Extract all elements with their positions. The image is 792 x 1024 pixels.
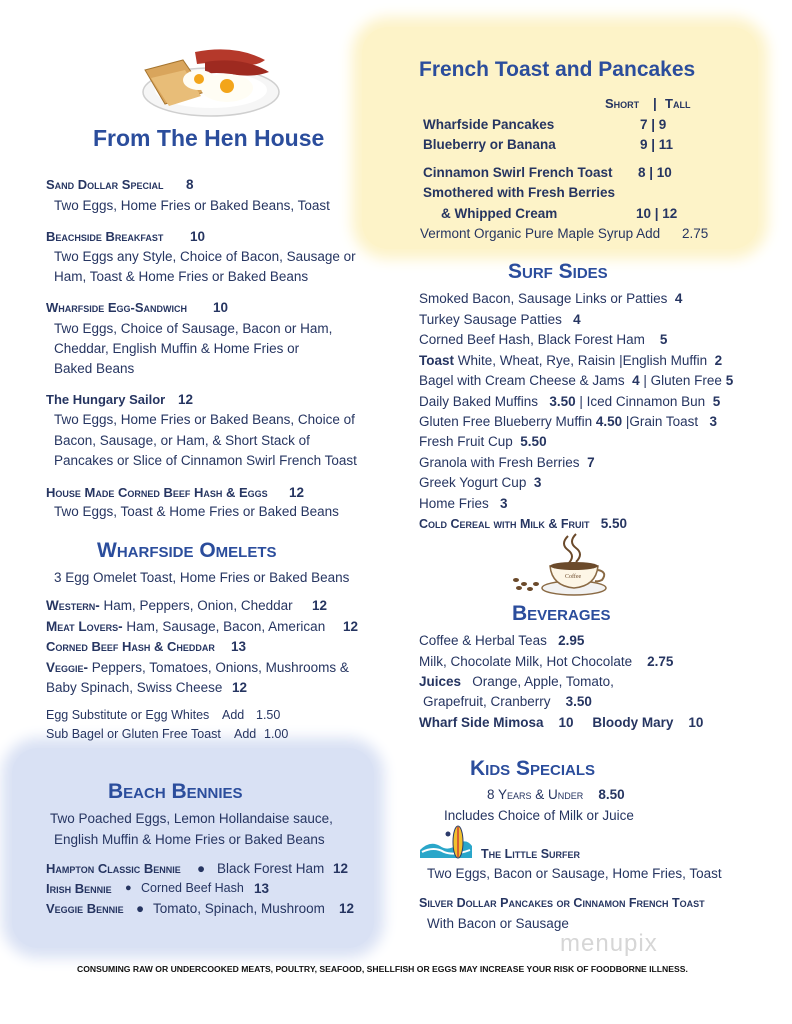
menupix-watermark: menupix bbox=[560, 930, 658, 957]
side-home-fries: Home Fries 3 bbox=[419, 496, 508, 511]
bev-mimosa-bloody: Wharf Side Mimosa 10 Bloody Mary 10 bbox=[419, 715, 704, 730]
coffee-cup-icon bbox=[510, 532, 610, 598]
kids-title: Kids Specials bbox=[470, 757, 596, 780]
item-sand-dollar-name: Sand Dollar Special bbox=[46, 177, 164, 192]
item-hungary-sailor-desc-2: Bacon, Sausage, or Ham, & Short Stack of bbox=[54, 433, 310, 448]
item-egg-sandwich-desc-3: Baked Beans bbox=[54, 361, 135, 376]
ft-maple-syrup: Vermont Organic Pure Maple Syrup Add bbox=[420, 226, 661, 241]
kids-silver-dollar: Silver Dollar Pancakes or Cinnamon French Toast bbox=[419, 896, 705, 910]
bev-juices: Juices Orange, Apple, Tomato, bbox=[419, 674, 614, 689]
surf-sides-title: Surf Sides bbox=[508, 260, 608, 283]
item-hungary-sailor-desc-1: Two Eggs, Home Fries or Baked Beans, Choice of bbox=[54, 412, 355, 427]
side-toast: Toast White, Wheat, Rye, Raisin |English Muffin 2 bbox=[419, 353, 723, 368]
item-hungary-sailor-desc-3: Pancakes or Slice of Cinnamon Swirl French Toast bbox=[54, 453, 357, 468]
ft-blueberry-banana-price: 9 | 11 bbox=[640, 137, 674, 152]
foodborne-illness-warning: CONSUMING RAW OR UNDERCOOKED MEATS, POULTRY, SEAFOOD, SHELLFISH OR EGGS MAY INCREASE YOUR RISK OF FOODBORNE ILLNESS. bbox=[77, 964, 688, 974]
side-cold-cereal: Cold Cereal with Milk & Fruit 5.50 bbox=[419, 516, 628, 531]
bennie-hampton-name: Hampton Classic Bennie bbox=[46, 861, 181, 876]
bev-juices-line2: Grapefruit, Cranberry 3.50 bbox=[423, 694, 592, 709]
item-sand-dollar-price: 8 bbox=[186, 177, 194, 192]
omelet-meat-lovers: Meat Lovers- Ham, Sausage, Bacon, American bbox=[46, 619, 326, 634]
omelet-veggie-price: 12 bbox=[232, 680, 248, 695]
omelets-title: Wharfside Omelets bbox=[97, 539, 277, 562]
omelet-veggie: Veggie- Peppers, Tomatoes, Onions, Mushrooms & bbox=[46, 660, 349, 675]
item-egg-sandwich-desc-2: Cheddar, English Muffin & Home Fries or bbox=[54, 341, 300, 356]
side-gf-muffin: Gluten Free Blueberry Muffin 4.50 |Grain Toast 3 bbox=[419, 414, 717, 429]
item-sand-dollar-desc: Two Eggs, Home Fries or Baked Beans, Toast bbox=[54, 198, 330, 213]
french-toast-title: French Toast and Pancakes bbox=[419, 58, 696, 81]
omelet-corned-beef-price: 13 bbox=[231, 639, 247, 654]
bev-coffee: Coffee & Herbal Teas 2.95 bbox=[419, 633, 585, 648]
item-beachside-name: Beachside Breakfast bbox=[46, 229, 164, 244]
item-egg-sandwich-price: 10 bbox=[213, 300, 229, 315]
bennie-hampton-price: 12 bbox=[333, 861, 349, 876]
kids-silver-dollar-desc: With Bacon or Sausage bbox=[427, 916, 569, 931]
ft-whipped-cream: & Whipped Cream bbox=[441, 206, 558, 221]
bennie-irish-price: 13 bbox=[254, 881, 270, 896]
addon-egg-substitute-add: Add bbox=[222, 708, 245, 722]
ft-wharfside-pancakes-price: 7 | 9 bbox=[640, 117, 667, 132]
item-hungary-sailor-name: The Hungary Sailor bbox=[46, 392, 166, 407]
ft-blueberry-banana: Blueberry or Banana bbox=[423, 137, 556, 152]
side-bacon-sausage: Smoked Bacon, Sausage Links or Patties 4 bbox=[419, 291, 683, 306]
omelet-meat-lovers-price: 12 bbox=[343, 619, 359, 634]
addon-sub-bagel-add: Add bbox=[234, 727, 257, 741]
col-tall: Tall bbox=[665, 96, 691, 111]
omelet-western-price: 12 bbox=[312, 598, 328, 613]
bev-milk: Milk, Chocolate Milk, Hot Chocolate 2.75 bbox=[419, 654, 674, 669]
addon-sub-bagel-price: 1.00 bbox=[264, 727, 289, 741]
item-corned-beef-name: House Made Corned Beef Hash & Eggs bbox=[46, 485, 268, 500]
bennies-title: Beach Bennies bbox=[108, 780, 243, 803]
side-muffins: Daily Baked Muffins 3.50 | Iced Cinnamon Bun 5 bbox=[419, 394, 721, 409]
kids-little-surfer: The Little Surfer bbox=[481, 847, 581, 861]
beverages-title: Beverages bbox=[512, 602, 611, 625]
ft-maple-syrup-price: 2.75 bbox=[682, 226, 709, 241]
side-corned-beef-ham: Corned Beef Hash, Black Forest Ham 5 bbox=[419, 332, 668, 347]
ft-smothered: Smothered with Fresh Berries bbox=[423, 185, 616, 200]
bennie-veggie-price: 12 bbox=[339, 901, 355, 916]
breakfast-plate-icon bbox=[135, 42, 283, 122]
bennie-veggie-name: Veggie Bennie bbox=[46, 901, 124, 916]
side-greek-yogurt: Greek Yogurt Cup 3 bbox=[419, 475, 542, 490]
bullet-3: ● bbox=[136, 901, 145, 916]
bennies-desc-2: English Muffin & Home Fries or Baked Beans bbox=[54, 832, 325, 847]
bennie-irish-name: Irish Bennie bbox=[46, 881, 112, 896]
item-corned-beef-desc: Two Eggs, Toast & Home Fries or Baked Beans bbox=[54, 504, 339, 519]
item-beachside-desc-2: Ham, Toast & Home Fries or Baked Beans bbox=[54, 269, 309, 284]
item-beachside-price: 10 bbox=[190, 229, 206, 244]
omelet-western: Western- Ham, Peppers, Onion, Cheddar bbox=[46, 598, 293, 613]
side-granola: Granola with Fresh Berries 7 bbox=[419, 455, 595, 470]
omelets-subtitle: 3 Egg Omelet Toast, Home Fries or Baked Beans bbox=[54, 570, 350, 585]
col-short: Short bbox=[605, 96, 640, 111]
hen-house-title: From The Hen House bbox=[93, 125, 325, 151]
item-corned-beef-price: 12 bbox=[289, 485, 305, 500]
bullet-2: ● bbox=[125, 882, 132, 894]
ft-whipped-cream-price: 10 | 12 bbox=[636, 206, 678, 221]
item-hungary-sailor-price: 12 bbox=[178, 392, 194, 407]
ft-wharfside-pancakes: Wharfside Pancakes bbox=[423, 117, 555, 132]
bennie-hampton-desc: Black Forest Ham bbox=[217, 861, 325, 876]
item-egg-sandwich-desc-1: Two Eggs, Choice of Sausage, Bacon or Ham, bbox=[54, 321, 333, 336]
bennies-desc-1: Two Poached Eggs, Lemon Hollandaise sauce, bbox=[50, 811, 333, 826]
surfer-icon bbox=[418, 824, 474, 860]
side-turkey-sausage: Turkey Sausage Patties 4 bbox=[419, 312, 581, 327]
omelet-veggie-line2: Baby Spinach, Swiss Cheese bbox=[46, 680, 223, 695]
bullet-1: ● bbox=[197, 861, 206, 876]
beach-bennies-panel bbox=[12, 748, 374, 948]
kids-age: 8 Years & Under 8.50 bbox=[487, 787, 625, 802]
ft-cinnamon-swirl: Cinnamon Swirl French Toast bbox=[423, 165, 613, 180]
addon-egg-substitute-price: 1.50 bbox=[256, 708, 281, 722]
svg-text:Coffee: Coffee bbox=[565, 574, 582, 580]
bennie-irish-desc: Corned Beef Hash bbox=[141, 881, 244, 895]
addon-sub-bagel: Sub Bagel or Gluten Free Toast bbox=[46, 727, 221, 741]
kids-little-surfer-desc: Two Eggs, Bacon or Sausage, Home Fries, Toast bbox=[427, 866, 722, 881]
omelet-corned-beef: Corned Beef Hash & Cheddar bbox=[46, 639, 215, 654]
bennie-veggie-desc: Tomato, Spinach, Mushroom bbox=[153, 901, 325, 916]
ft-cinnamon-swirl-price: 8 | 10 bbox=[638, 165, 672, 180]
col-separator: | bbox=[653, 96, 657, 111]
side-fruit-cup: Fresh Fruit Cup 5.50 bbox=[419, 434, 547, 449]
side-bagel: Bagel with Cream Cheese & Jams 4 | Gluten Free 5 bbox=[419, 373, 734, 388]
item-egg-sandwich-name: Wharfside Egg-Sandwich bbox=[46, 300, 188, 315]
item-beachside-desc-1: Two Eggs any Style, Choice of Bacon, Sausage or bbox=[54, 249, 356, 264]
kids-includes: Includes Choice of Milk or Juice bbox=[444, 808, 634, 823]
addon-egg-substitute: Egg Substitute or Egg Whites bbox=[46, 708, 210, 722]
